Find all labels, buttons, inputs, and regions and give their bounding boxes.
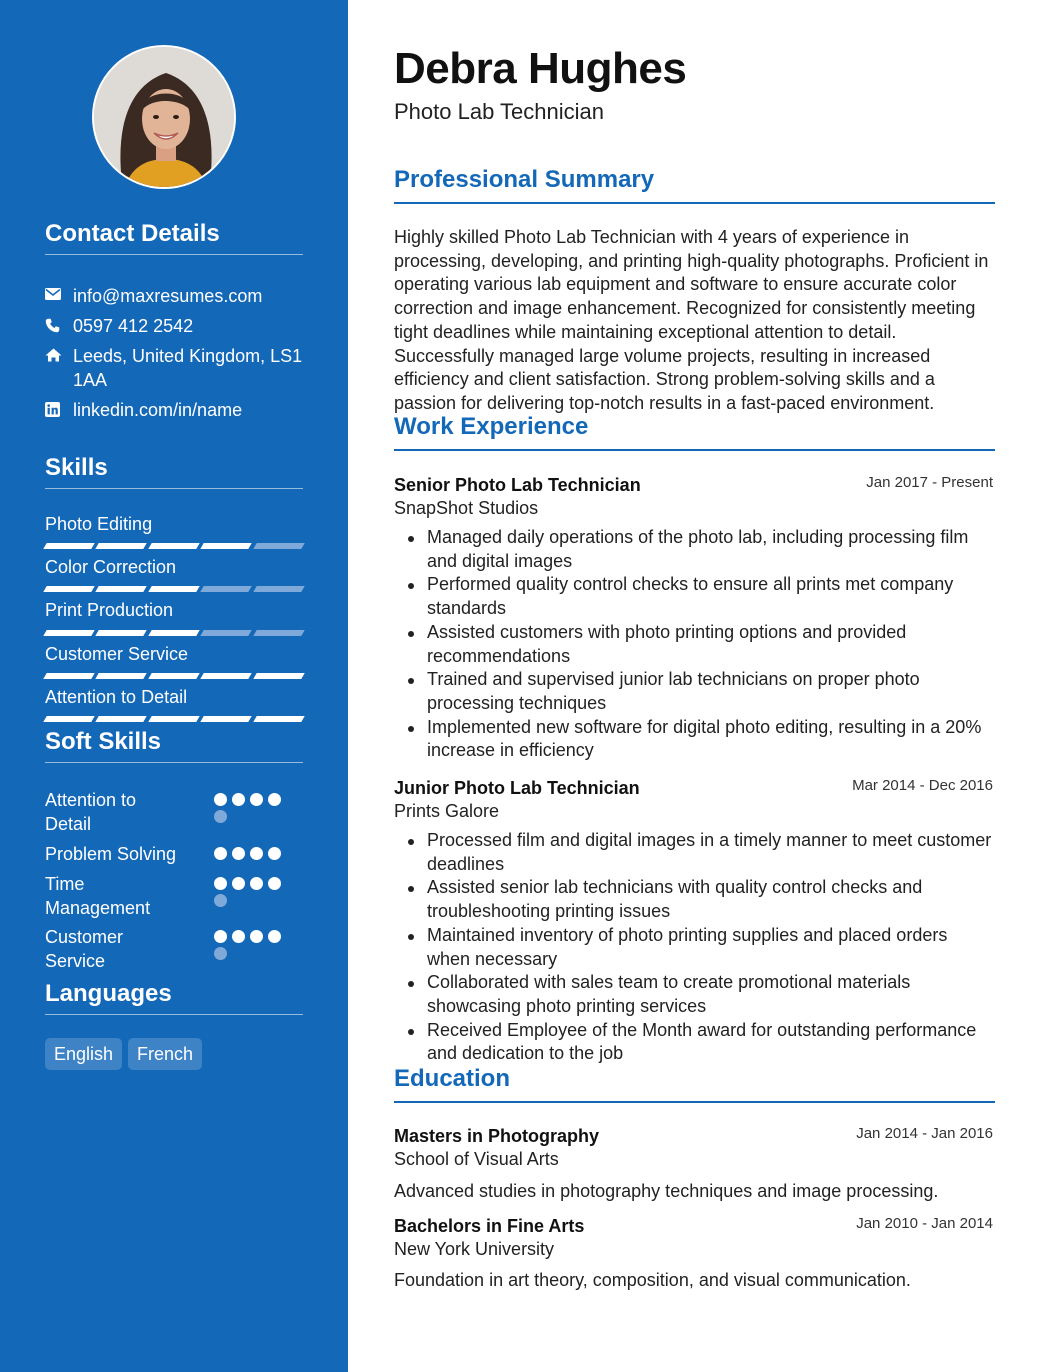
education-degree: Bachelors in Fine Arts [394,1216,585,1236]
soft-skill-label: Time Management [45,874,151,918]
skill-segment [96,716,148,722]
contact-email[interactable] [45,284,303,308]
skill-bar [45,630,303,636]
linkedin-text: linkedin.com/in/name [73,400,243,420]
phone-icon [45,314,73,338]
skill-dot [214,930,227,943]
skill-dot [268,930,281,943]
skill-bar [45,673,303,679]
candidate-title: Photo Lab Technician [394,99,604,124]
linkedin-icon [45,398,73,422]
skill-dot [214,810,227,823]
skill-segment [148,673,200,679]
education-dates: Jan 2010 - Jan 2014 [856,1215,993,1232]
contact-linkedin[interactable] [45,398,303,422]
skill-label: Customer Service [45,644,189,664]
job-dates: Mar 2014 - Dec 2016 [852,777,993,794]
experience-heading: Work Experience [394,413,995,451]
skill-segment [43,673,95,679]
skill-dot [214,947,227,960]
skill-segment [200,543,252,549]
list-item: Collaborated with sales team to create promotional materials showcasing photo printing services [394,971,995,1018]
skill-segment [200,673,252,679]
list-item: Processed film and digital images in a timely manner to meet customer deadlines [394,829,995,876]
skill-segment [253,673,305,679]
education-school: New York University [394,1239,555,1259]
profile-photo [94,47,236,189]
skill-label: Photo Editing [45,514,153,534]
soft-skill-dots [214,847,294,860]
skill-label: Print Production [45,600,174,620]
skill-dot [268,847,281,860]
education-school: School of Visual Arts [394,1149,559,1169]
skill-segment [148,543,200,549]
skill-segment [96,543,148,549]
soft-skill-label: Attention to Detail [45,790,137,834]
skill-dot [250,847,263,860]
skill-segment [200,716,252,722]
skill-dot [214,877,227,890]
soft-skill-label: Customer Service [45,927,124,971]
skill-segment [96,673,148,679]
languages-heading: Languages [45,980,303,1015]
job-bullets [394,829,995,1066]
sidebar [0,0,348,1372]
skill-segment [253,716,305,722]
skill-label: Attention to Detail [45,687,188,707]
envelope-icon [45,284,73,308]
summary-heading: Professional Summary [394,166,995,204]
skill-dot [214,793,227,806]
skill-dot [250,877,263,890]
education-degree: Masters in Photography [394,1126,600,1146]
job-company: SnapShot Studios [394,498,539,518]
job-role: Junior Photo Lab Technician [394,778,640,798]
education-heading: Education [394,1065,995,1103]
list-item: Received Employee of the Month award for outstanding performance and dedication to the job [394,1019,995,1066]
list-item: Assisted customers with photo printing options and provided recommendations [394,621,995,668]
list-item: Trained and supervised junior lab technicians on proper photo processing techniques [394,668,995,715]
skill-segment [43,586,95,592]
contact-phone[interactable] [45,314,303,338]
candidate-name: Debra Hughes [394,44,687,93]
job-company: Prints Galore [394,801,500,821]
list-item: Managed daily operations of the photo lab, including processing film and digital images [394,526,995,573]
skill-segment [200,586,252,592]
contact-address [45,344,303,392]
skill-segment [148,716,200,722]
skill-dot [232,847,245,860]
email-text: info@maxresumes.com [73,286,263,306]
skill-segment [43,630,95,636]
soft-skill-label: Problem Solving [45,844,177,864]
skill-segment [148,586,200,592]
summary-text: Highly skilled Photo Lab Technician with 4 years of experience in processing, developing, and printing high-quality photographs. Proficient in operating various lab equipment and software to ensure accurate color correction and image enhancement. Recognized for consistently meeting tight deadlines while maintaining exceptional attention to detail. Successfully managed large volume projects, resulting in increased efficiency and client satisfaction. Strong problem-solving skills and a passion for delivering top-notch results in a fast-paced environment. [394,227,989,413]
skill-dot [214,847,227,860]
list-item: Performed quality control checks to ensure all prints met company standards [394,573,995,620]
skill-label: Color Correction [45,557,177,577]
soft-skill-dots [214,793,294,823]
list-item: Implemented new software for digital photo editing, resulting in a 20% increase in efficiency [394,716,995,763]
skill-dot [250,930,263,943]
job-role: Senior Photo Lab Technician [394,475,641,495]
skill-dot [214,894,227,907]
soft-skill-dots [214,877,294,907]
phone-text: 0597 412 2542 [73,316,194,336]
skill-segment [43,716,95,722]
skill-bar [45,586,303,592]
job-bullets [394,526,995,763]
skill-dot [268,793,281,806]
address-text: Leeds, United Kingdom, LS1 1AA [73,346,303,390]
skill-bar [45,716,303,722]
skill-dot [232,877,245,890]
skill-bar [45,543,303,549]
soft-skills-heading: Soft Skills [45,728,303,763]
skill-segment [253,586,305,592]
skill-dot [268,877,281,890]
skill-segment [96,630,148,636]
skill-segment [148,630,200,636]
list-item: Assisted senior lab technicians with quality control checks and troubleshooting printing issues [394,876,995,923]
job-dates: Jan 2017 - Present [866,474,993,491]
skill-segment [253,543,305,549]
home-icon [45,344,73,392]
contact-heading: Contact Details [45,220,303,255]
education-description: Advanced studies in photography techniques and image processing. [394,1181,939,1201]
skill-dot [232,793,245,806]
list-item: Maintained inventory of photo printing supplies and placed orders when necessary [394,924,995,971]
skill-dot [250,793,263,806]
skill-segment [43,543,95,549]
skill-dot [232,930,245,943]
skills-heading: Skills [45,454,303,489]
education-description: Foundation in art theory, composition, and visual communication. [394,1270,911,1290]
soft-skill-dots [214,930,294,960]
skill-segment [200,630,252,636]
education-dates: Jan 2014 - Jan 2016 [856,1125,993,1142]
avatar [92,45,236,189]
skill-segment [96,586,148,592]
language-tag: English [45,1038,122,1070]
language-tag: French [128,1038,202,1070]
skill-segment [253,630,305,636]
